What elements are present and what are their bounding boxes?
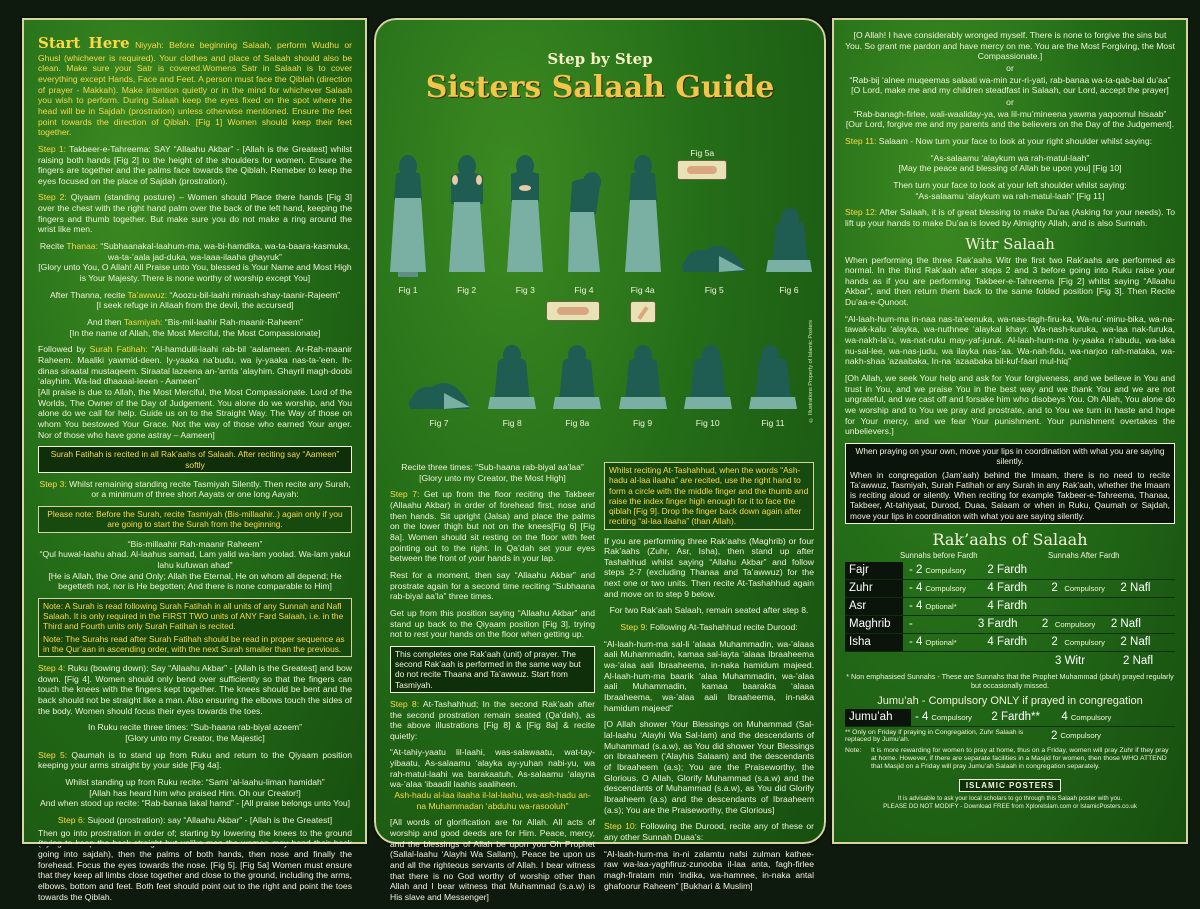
jumuah-detail: [845, 729, 1175, 743]
illustration-credit: © Illustrations Property of Islamic Posters: [808, 320, 814, 423]
qaumah-block: [38, 777, 352, 809]
fig-label: Fig 9: [633, 418, 653, 428]
step-3-text: Whilst remaining standing recite Tasmiyah Silently. Then recite any Surah, or a minimum of three short Aayats or one long Aayah:: [69, 478, 351, 500]
fardh-count: 4 Fardh: [987, 582, 1028, 595]
figure-3: [503, 152, 547, 295]
jumuah-after-2: 2: [1051, 729, 1058, 742]
step-8-label: Step 8:: [390, 698, 420, 709]
rakaahs-title: Rak’aahs of Salaah: [932, 529, 1088, 549]
ikhlas-text: “Qul huwal-laahu ahad. Al-laahus samad, Lam yalid wa-lam yoolad. Wa-lam yakul lahu kufuwan ahad”: [39, 549, 351, 570]
feet-detail-icon: [677, 160, 727, 180]
jalsa-woman-icon: [764, 152, 814, 282]
lips-note-alone: When praying on your own, move your lips in coordination with what you are saying silently.: [855, 446, 1165, 467]
sujood-recite-text: Recite three times: “Sub-haana rab-biyal aa’laa”: [401, 462, 584, 472]
jumuah-note: ** Only on Friday if praying in Congregation, Zuhr Salaah is replaced by Jumu’ah.: [845, 728, 1024, 743]
or-divider: or: [1006, 96, 1014, 107]
step-7-label: Step 7:: [390, 489, 420, 500]
witr-text: When performing the three Rak’aahs Witr the first two Rak’aahs are performed as normal. In the third Rak’aah after steps 2 and 3 before going into Ruku raise your hands as if you are performing Takbeer-e-Tahreema [Fig 2] whilst saying “Allaahu Akbar”, and then return them back to the same folded position [Fig 3]. Then Recite Du’aa-e-Qunoot.: [845, 254, 1175, 308]
taawwuz-block: [38, 290, 352, 311]
dua-3-translation: [Our Lord, forgive me and my parents and the believers on the Day of the Judgement].: [845, 119, 1175, 130]
sujood-recite: [390, 462, 595, 483]
step-1-label: Step 1:: [38, 143, 67, 154]
standing-woman-icon: [386, 152, 430, 282]
figure-2: [445, 152, 489, 295]
figure-8: [487, 315, 537, 428]
left-panel: [22, 18, 367, 902]
step-11-label: Step 11:: [845, 135, 877, 146]
before-count: - 4: [909, 600, 923, 613]
jumuah-name: Jumu’ah: [845, 709, 911, 726]
ikhlas-title: “Bis-millaahir Rah-maanir Raheem”: [127, 538, 263, 549]
figure-8a: [552, 315, 602, 428]
fig-label: Fig 4a: [630, 285, 655, 295]
qiyaam-woman-icon: [503, 152, 547, 282]
stand-up-text: Get up from this position saying “Allaahu Akbar” and stand up back to the Qiyaam position [Fig 3], trying not to rest your hands on the floor when getting up.: [390, 607, 595, 640]
center-panel: [374, 18, 826, 902]
jumuah-before-note: Compulsory: [931, 712, 972, 722]
fardh-count: 3 Fardh: [977, 618, 1018, 631]
qaumah-translation: [Allah has heard him who praised Him. Oh our Creator!]: [89, 787, 301, 798]
salaam-right-woman-icon: [683, 315, 733, 415]
fardh-count: 4 Fardh: [987, 600, 1028, 613]
qaumah-woman-icon: [621, 152, 665, 282]
poster-title: Sisters Salaah Guide: [425, 70, 775, 105]
salaam-left-text: “As-salaamu ‘alaykum wa rah-matul-laah” [Fig 11]: [915, 190, 1105, 201]
after-note: Compulsory: [1054, 619, 1096, 629]
jumuah-before: - 4: [915, 711, 929, 724]
tashahhud-block: [390, 747, 595, 811]
step-12: [845, 207, 1175, 228]
step-4-label: Step 4:: [38, 663, 66, 674]
caption-after: Sunnahs After Fardh: [1048, 550, 1120, 560]
before-count: -: [909, 618, 913, 631]
after-note: Compulsory: [1064, 583, 1105, 593]
salaah-name: Zuhr: [845, 580, 903, 597]
after-count: 2: [1041, 618, 1049, 631]
fig-label: Fig 3: [515, 285, 535, 295]
step-8-text: At-Tashahhud; In the second Rak’aah after the second prostration remain seated (Qa’dah), as the above illustrations [Fig 8] & [Fig 8a] & recite quietly:: [390, 698, 595, 741]
fig-label: Fig 11: [761, 418, 785, 428]
second-prostration: Rest for a moment, then say “Allaahu Akbar” and prostrate again for a second time reciting “Subhaana rab-biyal aa’la” three times.: [390, 569, 595, 602]
poster-subtitle: Step by Step: [547, 50, 653, 68]
fig-label: Fig 2: [457, 285, 477, 295]
step-4-text: Ruku (bowing down): Say “Allaahu Akbar” - [Allah is the Greatest] and bow down. [Fig 4]. Women should only bend over sufficiently so that the fingers can touch the knees with the fingers kept together. The knees should be bent and the back should not be straight like a man. Also ensuring the elbows touch the sides of the body. Women should focus their eyes towards the toes.: [38, 663, 352, 716]
witr-nafl-cell: 2 Nafl: [1123, 654, 1154, 667]
tasmiyah-block: [38, 317, 352, 338]
step-1-text: Takbeer-e-Tahreema: SAY “Allaahu Akbar” - [Allah is the Greatest] whilst raising both hands [Fig 2] to the height of the shoulders for women. Ensure the fingers are together and the palms face towards the Qiblah. Remeber to keep the eyes focused on the place of Sajdah (prostration).: [38, 143, 353, 186]
step-12-text: After Salaah, it is of great blessing to make Du’aa (Asking for your needs). To lift up your hands to make Du’aa is loved by Almighty Allah, and is also Sunnah.: [845, 207, 1175, 228]
fardh-count: 4 Fardh: [987, 636, 1028, 649]
before-note: Optional*: [925, 637, 957, 647]
step-2-text: Qiyaam (standing posture) – Women should Place there hands [Fig 3] over the chest with the right hand palm over the back of the left hand, keeping the fingers and thumb together. But make sure you do not make a ring around the wrist like men.: [38, 192, 353, 235]
dua-3-text: “Rab-banagh-firlee, wali-waaliday-ya, wa lil-mu’mineena yawma yaqoomul hisaab”: [853, 108, 1167, 119]
dua-3: [845, 109, 1175, 130]
fatihah-pre: Followed by: [38, 344, 86, 355]
qunoot-text: “Al-laah-hum-ma in-naa nas-ta’eenuka, wa-nas-tagh-firu-ka, Wa-nu’-minu-bika, wa-na-tawak-kalu ‘alayka, wa-nuthnee ‘alaykal khayr. Wa-nash-kuruka, wa-laa nak-furuka, wa-nakh-la’u, wa-nat-ruku may-yaf-juruk. Al-laah-hum-ma iy-yaaka n’abudu, wa-laka nu-sal-lee, wa-nas-judu, wa ilayka nas-’aa. Wa-nah-fidu, wa-narjoo rah-mataka, wa-nakh-shaa ‘azaabaka, In-na ‘azaabaka bil-kuf-faari mul-hiq”: [845, 313, 1175, 367]
center-text-left: [390, 462, 595, 909]
fig-label: Fig 10: [695, 418, 720, 428]
step-10-label: Step 10:: [604, 821, 638, 832]
figure-4: [562, 152, 606, 295]
footer-advice: It is advisable to ask your local scholars to go through this Salaah poster with you.: [897, 795, 1123, 803]
step-9-label: Step 9:: [620, 622, 648, 633]
before-count: - 2: [909, 564, 923, 577]
fatihah-block: [38, 344, 352, 440]
dua-2-translation: [O Lord, make me and my children steadfast in Salaah, our Lord, accept the prayer]: [851, 85, 1169, 96]
finger-raise-note: Whilst reciting At-Tashahhud, when the words “Ash-hadu al-laa ilaaha” are recited, use the right hand to form a circle with the middle finger and the thumb and raise the index finger high enough for it to face the qiblah [Fig 9]. Drop the finger back down again after reciting “al-laa ilaaha” (than Allah).: [604, 462, 814, 530]
fardh-count: 2 Fardh: [987, 564, 1028, 577]
caption-before: Sunnahs before Fardh: [900, 550, 978, 560]
note-tasmiyah: Please note: Before the Surah, recite Tasmiyah (Bis-millaahir..) again only if you are going to start the Surah from the beginning.: [38, 506, 352, 533]
step-6-label: Step 6:: [57, 814, 86, 825]
figure-4a: [621, 152, 665, 295]
tashahhud-text: “At-tahiy-yaatu lil-laahi, was-salawaatu, wat-tay-yibaatu, As-salaamu ‘alayka ay-yuhan nabi-yu, wa rah-matul-laahi wa barakaatuh, As-salaamu ‘alayna wa-’alaa ‘ibaadil laahis saaliheen.: [390, 747, 595, 790]
fig-label: Fig 7: [429, 418, 449, 428]
fig-label: Fig 6: [779, 285, 799, 295]
note-surah-box: [38, 598, 352, 657]
step-6-head: [38, 815, 352, 826]
dua-2: [845, 75, 1175, 96]
fig-label: Fig 8: [502, 418, 522, 428]
step-5-text: Qaumah is to stand up from Ruku and return to the Qiyaam position keeping your arms straight by your side [Fig 4a].: [38, 749, 353, 771]
rakaah-row: [845, 634, 1175, 652]
taawwuz-label: Ta’awwuz:: [127, 289, 168, 300]
thanaa-text: “Subhaanakal-laahum-ma, wa-bi-hamdika, wa-ta-baara-kasmuka, wa-ta-’aala jad-duka, wa-laaa-ilaaha ghayruk”: [100, 241, 351, 262]
figure-9: [618, 315, 668, 428]
step-12-label: Step 12:: [845, 207, 878, 218]
ikhlas-translation: [He is Allah, the One and Only; Allah the Eternal, He on whom all depend; He begetteth not, nor is He begotten; And there is none comparable to Him]: [48, 570, 342, 592]
qunoot-translation: [Oh Allah, we seek Your help and ask for Your forgiveness, and we believe in You and trust in You, and we praise You in the best way and we thank You and we are not ungrateful, and we cast off and forsake him who disobeys You. Oh Allah, You alone do we worship and to You we pray and prostrate, and to You we turn in haste and hope for Your mercy, and we fear Your punishment. Your punishment overtakes the unbelievers.]: [845, 373, 1175, 437]
jumuah-row: [845, 709, 1175, 727]
note-surah-b: Note: The Surahs read after Surah Fatihah should be read in proper sequence as in the Qur’aan in ascending order, with the next Surah smaller than the previous.: [43, 633, 345, 654]
lips-note-box: [845, 443, 1175, 524]
step-5: [38, 750, 352, 771]
step-9-text: Following At-Tashahhud recite Durood:: [650, 622, 798, 633]
or-divider: or: [1006, 62, 1014, 73]
rakaah-row: [845, 580, 1175, 598]
ikhlas-block: [38, 539, 352, 592]
step-7: [390, 489, 595, 564]
after-note: Compulsory: [1064, 637, 1105, 647]
nafl-count: 2 Nafl: [1120, 582, 1151, 595]
final-note-text: It is more rewarding for women to pray at home, thus on a Friday, women will pray Zuhr if they pray at home. However, if there are separate facilities in a Masjid for women, then those WHO ATTEND that Masjid on a Friday will pray Jumu’ah Salaah in congregation separately.: [871, 746, 1169, 770]
tasmiyah-translation: [In the name of Allah, the Most Merciful, the Most Compassionate]: [69, 327, 321, 338]
intro-text: Niyyah: Before beginning Salaah, perform Wudhu or Ghusl (whichever is required). Your clothes and place of Salaah should also be clean. Make sure your Satr is covered.Womens Satr in Salaah is to cover everything except Hands, Face and Feet. A person must face the Qiblah (direction of prayer - Makkah). Make intention quietly or in the mind for whichever Salaah you wish to perform. During Salaah keep the eyes fixed on the spot where the head will be in Sajdah (prostration) unless otherwise mentioned. Ensure the feet point towards the direction of Qiblah. [Fig 1] Women should keep their feet together.: [38, 40, 353, 138]
step-6: Then go into prostration in order of; starting by lowering the knees to the ground (trying to keep the back straight but unlike men the women may bend their back going into sajdah), then the palms of both hands, then nose and finally the forehead. Focus the eyes towards the nose. [Fig 5]. [Fig 5a] Women must ensure that they keep all limbs close together and close to the ground, including the arms, elbows, bottom and feet. Both feet should point out to the right and point the toes towards the Qiblah.: [38, 827, 352, 902]
ruku-woman-icon: [562, 152, 606, 282]
jumuah-after-2-note: Compulsory: [1060, 731, 1101, 741]
after-count: 2: [1051, 582, 1058, 595]
durood-text: “Al-laah-hum-ma sal-li ‘alaaa Muhammadin, wa-’alaaa aali Muhammadin, kamaa sal-layta ‘alaaa Ibraaheema wa-’alaa aali Ibraaheema, in-naka hamidum majeed. Al-laah-hum-ma baarik ‘alaa Muhammadin, wa-’alaa aali Muhammadin, kamaa baarakta ‘alaaa Ibraaheema, wa-’alaa aali Ibraaheema, in-naka hamidum majeed”: [604, 638, 814, 713]
final-note-label: Note:: [845, 746, 862, 754]
witr-cell: 3 Witr: [1055, 654, 1086, 667]
fig-label: Fig 1: [398, 285, 418, 295]
three-four-rakaah-text: If you are performing three Rak’aahs (Maghrib) or four Rak’aahs (Zuhr, Asr, Isha), then stand up after Tashahhud whilst saying “Allahu Akbar” and follow steps 2-7 (excluding Thanaa and Ta’awwuz) for the next one or two units. Then recite At-Tashahhud again and move on to step 9 below.: [604, 535, 814, 599]
before-count: - 4: [909, 582, 923, 595]
lips-note-congregation: When in congregation (Jam’aah) behind the Imaam, there is no need to recite Ta’awwuz, Tasmiyah, Surah Fatihah or any Surah in any Rak’aah, whether the Imaam is reciting aloud or silently. When reciting for example Takbeer-e-Tahreema, Thanaa, Takbeer, At-tahiyaat, Durood, Duaa, Salaam or when in Ruku, Qaumah or Sajdah, move your lips in coordination with what you are saying silently.: [850, 469, 1170, 521]
salaam-text: “As-salaamu ‘alaykum wa rah-matul-laah”: [930, 152, 1090, 163]
witr-row: [845, 652, 1175, 670]
step-2: [38, 192, 352, 235]
jumuah-after-1: 4: [1061, 711, 1068, 724]
step-1: [38, 144, 352, 187]
qadah-woman-icon: [487, 315, 537, 415]
finger-detail-icon: [630, 301, 656, 323]
salaah-name: Fajr: [845, 562, 903, 579]
footer: [845, 795, 1175, 811]
step-4: [38, 663, 352, 716]
rakaah-row: [845, 616, 1175, 634]
thanaa-pre: Recite: [39, 241, 65, 252]
salaah-name: Isha: [845, 634, 903, 651]
right-panel: [832, 18, 1188, 844]
ruku-block: [38, 722, 352, 743]
ruku-translation: [Glory unto my Creator, the Majestic]: [125, 733, 265, 744]
step-11-text: Salaam - Now turn your face to look at your right shoulder whilst saying:: [878, 135, 1152, 146]
final-note: [845, 747, 1175, 771]
step-5-label: Step 5:: [38, 749, 68, 760]
center-text-right: [604, 462, 814, 897]
step-2-label: Step 2:: [38, 192, 67, 203]
fatihah-label: Surah Fatihah:: [89, 344, 148, 355]
step-9: [604, 622, 814, 633]
step-8: [390, 699, 595, 742]
salaam-translation: [May the peace and blessing of Allah be upon you] [Fig 10]: [898, 163, 1122, 174]
tasmiyah-pre: And then: [87, 317, 122, 328]
salaam-right: [845, 153, 1175, 174]
non-emphasised-footnote: * Non emphasised Sunnahs - These are Sunnahs that the Prophet Muhammad (pbuh) prayed regularly but occasionally missed.: [846, 671, 1174, 690]
islamic-posters-logo: ISLAMIC POSTERS: [959, 779, 1061, 792]
start-here-title: Start Here: [38, 34, 130, 52]
after-count: 2: [1051, 636, 1058, 649]
rakaah-row: [845, 598, 1175, 616]
step-10-text: Following the Durood, recite any of these or any other Sunnah Duaa’s:: [604, 821, 815, 842]
jumuah-after-1-note: Compulsory: [1070, 712, 1112, 722]
tashahhud-shahadah: Ash-hadu al-laa ilaaha il-lal-laahu, wa-ash-hadu an-na Muhammadan ‘abduhu wa-rasooluh”: [394, 790, 591, 811]
fig-label: Fig 4: [574, 285, 594, 295]
step-10: [604, 821, 814, 842]
qadah-side-woman-icon: [552, 315, 602, 415]
fig-label: Fig 8a: [565, 418, 590, 428]
step-7-text: Get up from the floor reciting the Takbeer (Allaahu Akbar) in order of forehead first, nose and then hands. Sit upright (Jalsa) and place the palms on the lower thigh but not on the knees[Fig 6] [Fig 8a]. Women should sit resting on the floor with feet pointing out to the right. In Qa’dah set your eyes between the front of your hands in your lap.: [390, 489, 596, 564]
figure-5a: [677, 148, 727, 180]
taawwuz-pre: After Thanna, recite: [49, 289, 126, 300]
tashahhud-woman-icon: [618, 315, 668, 415]
qaumah-text-2: And when stood up recite: “Rab-banaa lakal hamd” - [All praise belongs unto You]: [39, 798, 351, 809]
tasmiyah-text: “Bis-mil-laahir Rah-maanir-Raheem”: [164, 317, 303, 328]
jumuah-title: Jumu’ah - Compulsory ONLY if prayed in congregation: [877, 694, 1143, 707]
before-note: Compulsory: [925, 565, 966, 575]
rakaahs-table: [845, 562, 1175, 652]
figure-10: [683, 315, 733, 428]
figure-7: [406, 315, 472, 428]
salaah-name: Asr: [845, 598, 903, 615]
step-3-label: Step 3:: [39, 478, 67, 489]
dua-translation: [O Allah! I have considerably wronged myself. There is none to forgive the sins but You. So grant me pardon and have mercy on me. You are the Most Forgiving, the Most Compassionate.]: [845, 30, 1175, 62]
two-rakaah-text: For two Rak’aah Salaah, remain seated after step 8.: [609, 605, 809, 616]
before-note: Optional*: [925, 601, 957, 611]
figure-row-top: [386, 135, 814, 295]
intro-paragraph: [38, 34, 352, 138]
takbeer-woman-icon: [445, 152, 489, 282]
ruku-text: In Ruku recite three times: “Sub-haana rab-biyal azeem”: [88, 722, 302, 733]
figure-6: [764, 152, 814, 295]
figure-11: [748, 315, 798, 428]
fig-label: Fig 5: [704, 285, 724, 295]
qaumah-text: Whilst standing up from Ruku recite: “Sami ‘al-laahu-liman hamidah”: [65, 777, 325, 787]
salaam-left-woman-icon: [748, 315, 798, 415]
durood-translation: [O Allah shower Your Blessings on Muhammad (Sal-lal-laahu ‘Alayhi Wa Sal-lam) and the descendants of Muhammad (s.a.w), as You did shower Your Blessings on Ibraaheem (‘Alayhis Salaam) and the descendants of Ibraaheem (a.s); You are the Praiseworthy, the Glorious. O Allah, Glorify Muhammad (s.a.w) and the descendants of Muhammad (s.a.w), as You did Glorify Ibraaheem (a.s) and the descendants of Ibraaheem (a.s); You are the Praiseworthy, the Glorious]: [604, 719, 814, 815]
taawwuz-text: “Aoozu-bil-laahi minash-shay-taanir-Rajeem”: [169, 289, 341, 300]
figure-row-bottom: [406, 298, 798, 428]
fig-label: Fig 5a: [690, 148, 715, 158]
before-note: Compulsory: [925, 583, 966, 593]
fatihah-text: “Al-hamdulil-laahi rab-bil ‘aalameen. Ar-Rah-maanir Raheem. Maaliki yawmid-deen. Iy-yaaka na’budu, wa iy-yaaka nas-ta-’een. Ih-dinas siraatal mustaqeem. Siraatal lazeena an-’amta ‘alayhim. Ghayril magh-doobi ‘alayhim. Wa-lad dhaaaal-leeen - Aameen”: [38, 344, 353, 387]
salaah-name: Maghrib: [845, 616, 903, 633]
logo-wrap: [845, 775, 1175, 793]
nafl-count: 2 Nafl: [1120, 636, 1151, 649]
jumuah-fardh: 2 Fardh**: [991, 711, 1041, 724]
thanaa-label: Thanaa:: [66, 241, 98, 252]
rakaahs-caption: [845, 551, 1175, 560]
salaam-left-instruction: Then turn your face to look at your left shoulder whilst saying:: [893, 179, 1127, 190]
thanaa-translation: [Glory unto You, O Allah! All Praise unto You, blessed is Your Name and Most High is Your Majesty. There is none worthy of worship except You]: [38, 262, 352, 284]
poster-header: [376, 50, 824, 105]
sujood-recite-translation: [Glory unto my Creator, the Most High]: [419, 472, 566, 483]
nafl-count: 2 Nafl: [1110, 618, 1141, 631]
witr-title: Witr Salaah: [965, 234, 1055, 253]
figure-1: [386, 152, 430, 295]
step-11: [845, 136, 1175, 147]
thanaa-block: [38, 241, 352, 284]
fatihah-translation: [All praise is due to Allah, the Most Merciful, the Most Compassionate. Lord of the Worlds, The Owner of the Day of Judgement. You alone do we worship, and You alone do we call for help. Guide us on to the Straight Way. The Way of those on whom You bestowed Your Grace. Not the way of those who earned Your anger. Nor of those who have gone astray – Aameen]: [38, 386, 352, 440]
tasmiyah-label: Tasmiyah:: [123, 317, 163, 328]
rakaah-row: [845, 562, 1175, 580]
one-rakaah-note: This completes one Rak’aah (unit) of prayer. The second Rak’aah is performed in the same way but do not recite Thaana and Ta’awwuz. Start from Tasmiyah.: [390, 646, 595, 693]
before-count: - 4: [909, 636, 923, 649]
note-surah-a: Note: A Surah is read following Surah Fatihah in all units of any Sunnah and Nafl Salaah. It is only required in the FIRST TWO units of ANY Fard Salaah, i.e. in the Third and Fourth units only Surah Fatihah is recited.: [43, 600, 344, 632]
salaam-left: [845, 180, 1175, 201]
step-6-head-text: Sujood (prostration): say “Allaahu Akbar” - [Allah is the Greatest]: [87, 814, 333, 825]
sujood-woman-icon: [406, 315, 472, 415]
fatihah-note: Surah Fatihah is recited in all Rak’aahs of Salaah. After reciting say “Aameen” softly: [38, 446, 352, 473]
figure-5: [679, 148, 749, 295]
taawwuz-translation: [I seek refuge in Allaah from the devil, the accursed]: [96, 300, 294, 311]
hands-detail-icon: [546, 301, 600, 321]
dua-2-text: “Rab-bij ‘alnee muqeemas salaati wa-min zur-ri-yati, rab-banaa wa-ta-qab-bal du’aa”: [849, 74, 1171, 85]
tashahhud-translation: [All words of glorification are for Allah. All acts of worship and good deeds are for Him. Peace, mercy, and the blessings of Allah be upon you Oh Prophet (Sallal-laahu ‘Alayhi Wa Sallam), Peace be upon us and all the righteous servants of Allah. I bear witness that there is no God worthy of worship other than Allah and I bear witness that Muhammad (s.a.w) is His slave and Messenger]: [390, 817, 595, 902]
footer-download: PLEASE DO NOT MODIFY - Download FREE from Xplorelslam.com or IslamicPosters.co.uk: [883, 802, 1137, 810]
dua-text: “Al-laah-hum-ma in-ni zalamtu nafsi zulman kathee-raw wa-laa-yaghfiruz-zunooba il-laa anta, fagh-firlee magh-firatam min ‘indika, wa-hamnee, in-naka antal ghafoorur Raheem” [Bukhari & Muslim]: [604, 848, 814, 891]
step-3: [38, 479, 352, 500]
